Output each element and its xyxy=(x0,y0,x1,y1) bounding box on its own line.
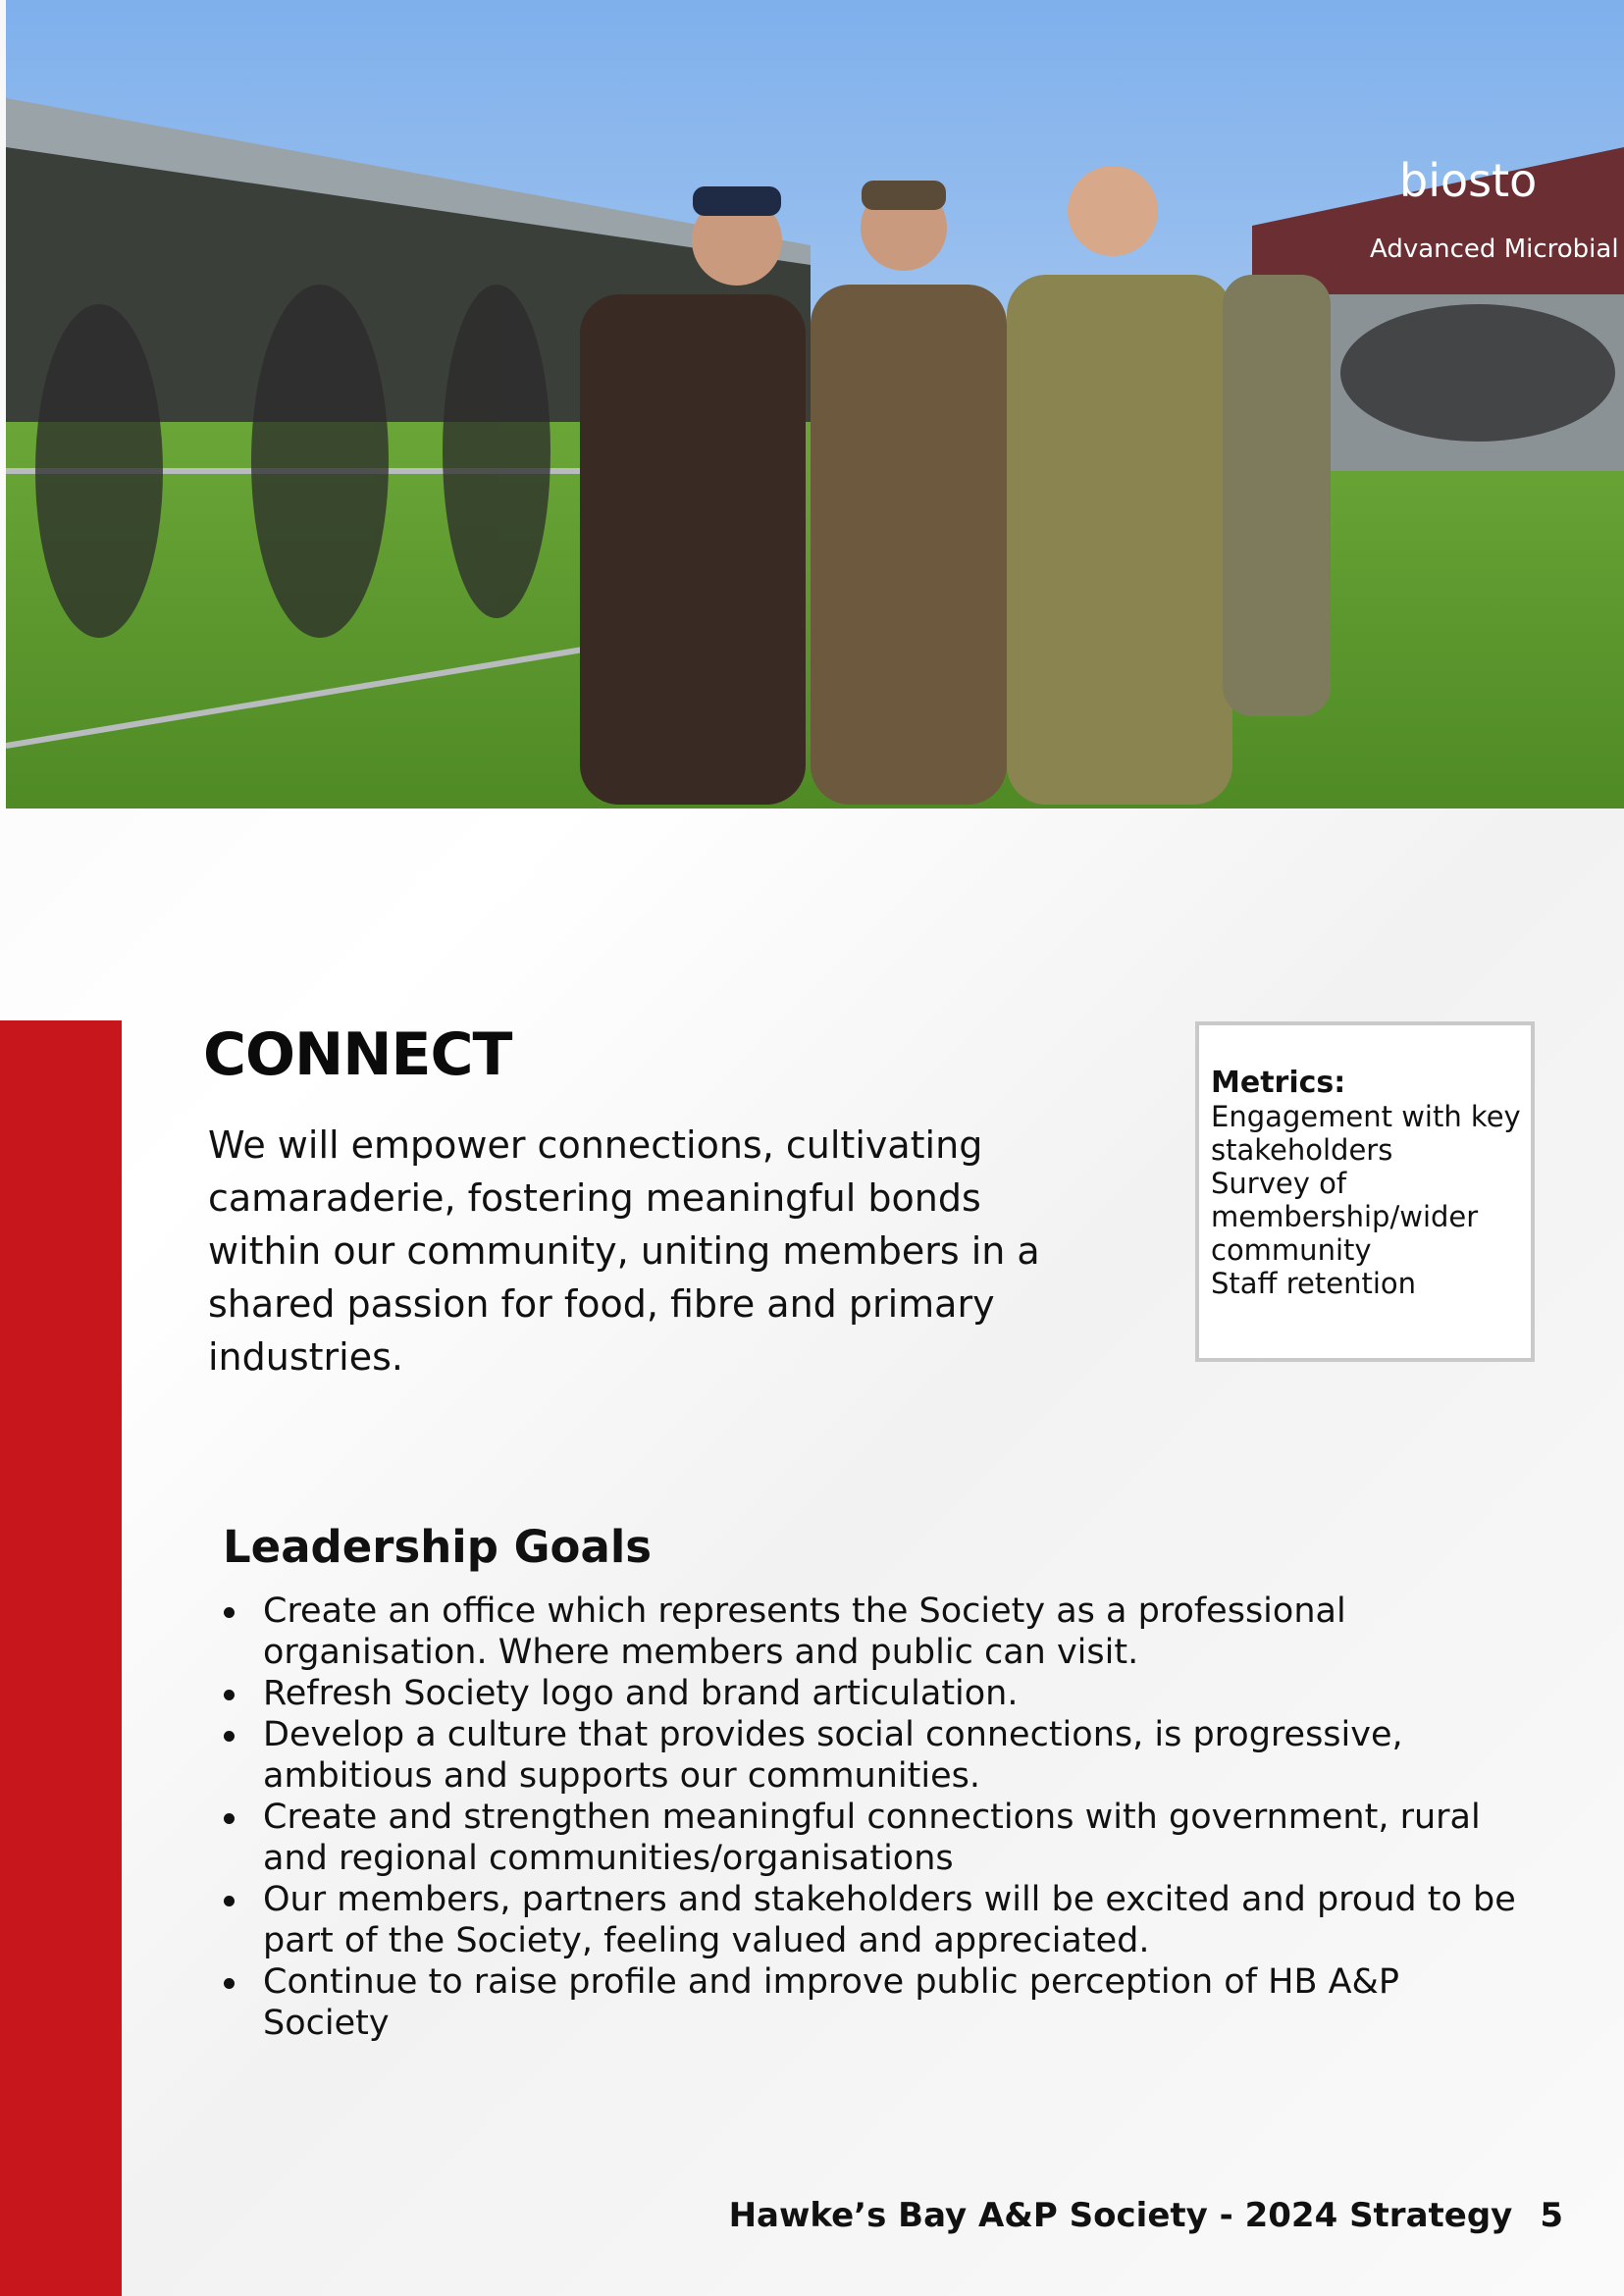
list-item xyxy=(224,1591,1529,1673)
metrics-item: Survey of membership/wider community xyxy=(1211,1167,1479,1267)
hero-photo xyxy=(6,0,1624,809)
bullet-icon xyxy=(224,1607,235,1618)
metrics-item: Staff retention xyxy=(1211,1267,1417,1300)
footer-title: Hawke’s Bay A&P Society - 2024 Strategy xyxy=(728,2196,1513,2235)
bullet-icon xyxy=(224,1978,235,1989)
goal-text: Refresh Society logo and brand articulation. xyxy=(263,1674,1019,1713)
tent-text-1: biosto xyxy=(1399,154,1538,207)
metrics-item: Engagement with key stakeholders xyxy=(1211,1100,1521,1167)
leadership-goals-list xyxy=(224,1591,1529,2044)
page-footer xyxy=(729,2196,1563,2235)
bullet-icon xyxy=(224,1896,235,1906)
section-heading: CONNECT xyxy=(203,1020,512,1089)
goal-text: Continue to raise profile and improve public perception of HB A&P Society xyxy=(263,1962,1399,2043)
leadership-goals-heading: Leadership Goals xyxy=(223,1521,653,1573)
goal-text: Create an office which represents the Society as a professional organisation. Where members and public can visit. xyxy=(263,1592,1346,1672)
list-item xyxy=(224,1797,1529,1879)
tent-text-2: Advanced Microbial xyxy=(1370,235,1619,264)
goal-text: Create and strengthen meaningful connections with government, rural and regional communities/organisations xyxy=(263,1798,1481,1878)
accent-red-bar xyxy=(0,1020,122,2296)
list-item xyxy=(224,1879,1529,1961)
list-item xyxy=(224,1673,1529,1714)
metrics-title: Metrics: xyxy=(1211,1066,1346,1100)
photo-image xyxy=(6,0,1624,809)
list-item xyxy=(224,1714,1529,1797)
goal-text: Develop a culture that provides social connections, is progressive, ambitious and supports our communities. xyxy=(263,1715,1403,1796)
bullet-icon xyxy=(224,1690,235,1700)
bullet-icon xyxy=(224,1731,235,1742)
goal-text: Our members, partners and stakeholders will be excited and proud to be part of the Society, feeling valued and appreciated. xyxy=(263,1880,1516,1960)
bullet-icon xyxy=(224,1813,235,1824)
metrics-box xyxy=(1195,1021,1535,1362)
page-number: 5 xyxy=(1540,2196,1563,2235)
connect-intro: We will empower connections, cultivating camaraderie, fostering meaningful bonds within our community, uniting members in a shared passion for food, fibre and primary industries. xyxy=(208,1123,1040,1379)
list-item xyxy=(224,1961,1529,2044)
